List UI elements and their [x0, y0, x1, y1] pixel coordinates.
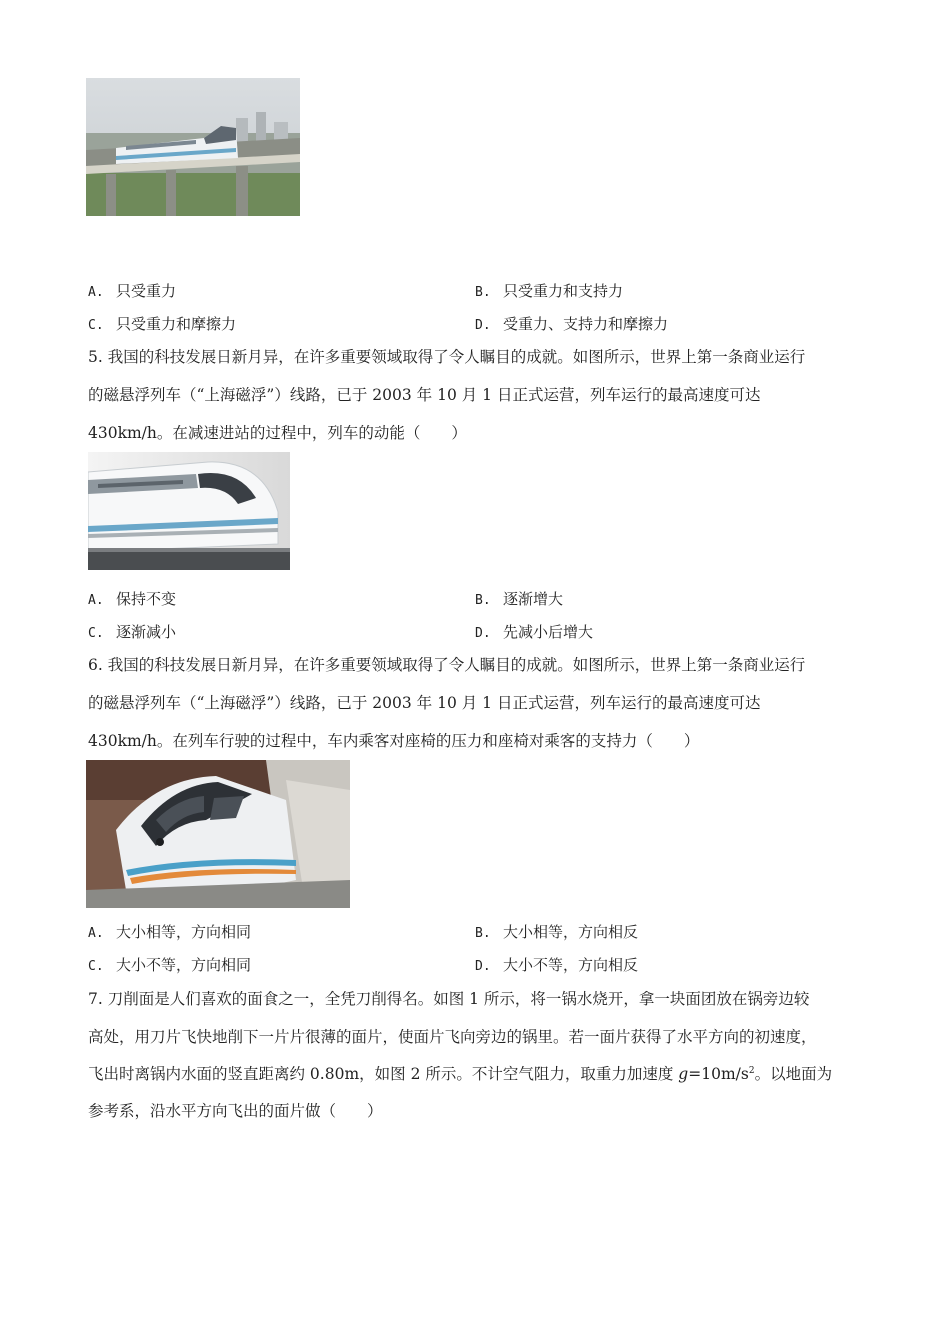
maglev-station-photo — [86, 760, 350, 908]
q6-text-line-2: 的磁悬浮列车（“上海磁浮”）线路，已于 2003 年 10 月 1 日正式运营，列车运行的最高速度可达 — [88, 694, 761, 712]
maglev-side-photo — [88, 452, 290, 570]
q7-text-line-3: 飞出时离锅内水面的竖直距离约 0.80m，如图 2 所示。不计空气阻力，取重力加速度 $g=10m/s^2$。以地面为 — [88, 1065, 833, 1083]
q4-option-c: C. 只受重力和摩擦力 — [88, 315, 237, 333]
q7-text-line-4: 参考系，沿水平方向飞出的面片做（ ） — [88, 1102, 383, 1120]
q6-option-a: A. 大小相等，方向相同 — [88, 923, 252, 941]
q6-text-line-3: 430km/h。在列车行驶的过程中，车内乘客对座椅的压力和座椅对乘客的支持力（ ） — [88, 732, 700, 750]
q7-text-line-2: 高处，用刀片飞快地削下一片片很薄的面片，使面片飞向旁边的锅里。若一面片获得了水平方向的初速度， — [88, 1028, 817, 1046]
q5-option-c: C. 逐渐减小 — [88, 623, 177, 641]
q5-text-line-2: 的磁悬浮列车（“上海磁浮”）线路，已于 2003 年 10 月 1 日正式运营，列车运行的最高速度可达 — [88, 386, 761, 404]
q4-option-d: D. 受重力、支持力和摩擦力 — [475, 315, 669, 333]
q6-text-line-1: 6. 我国的科技发展日新月异，在许多重要领域取得了令人瞩目的成就。如图所示，世界上第一条商业运行 — [88, 656, 806, 674]
q5-option-d: D. 先减小后增大 — [475, 623, 594, 641]
photo-illustration — [88, 452, 290, 570]
q5-text-line-1: 5. 我国的科技发展日新月异，在许多重要领域取得了令人瞩目的成就。如图所示，世界上第一条商业运行 — [88, 348, 806, 366]
photo-illustration — [86, 78, 300, 216]
photo-illustration — [86, 760, 350, 908]
q7-text-line-1: 7. 刀削面是人们喜欢的面食之一，全凭刀削得名。如图 1 所示，将一锅水烧开，拿一块面团放在锅旁边较 — [88, 990, 810, 1008]
q5-option-b: B. 逐渐增大 — [475, 590, 564, 608]
q4-option-a: A. 只受重力 — [88, 282, 177, 300]
q6-option-b: B. 大小相等，方向相反 — [475, 923, 639, 941]
maglev-viaduct-photo — [86, 78, 300, 216]
q6-option-c: C. 大小不等，方向相同 — [88, 956, 252, 974]
q4-option-b: B. 只受重力和支持力 — [475, 282, 624, 300]
q5-option-a: A. 保持不变 — [88, 590, 177, 608]
q6-option-d: D. 大小不等，方向相反 — [475, 956, 639, 974]
q5-text-line-3: 430km/h。在减速进站的过程中，列车的动能（ ） — [88, 424, 467, 442]
